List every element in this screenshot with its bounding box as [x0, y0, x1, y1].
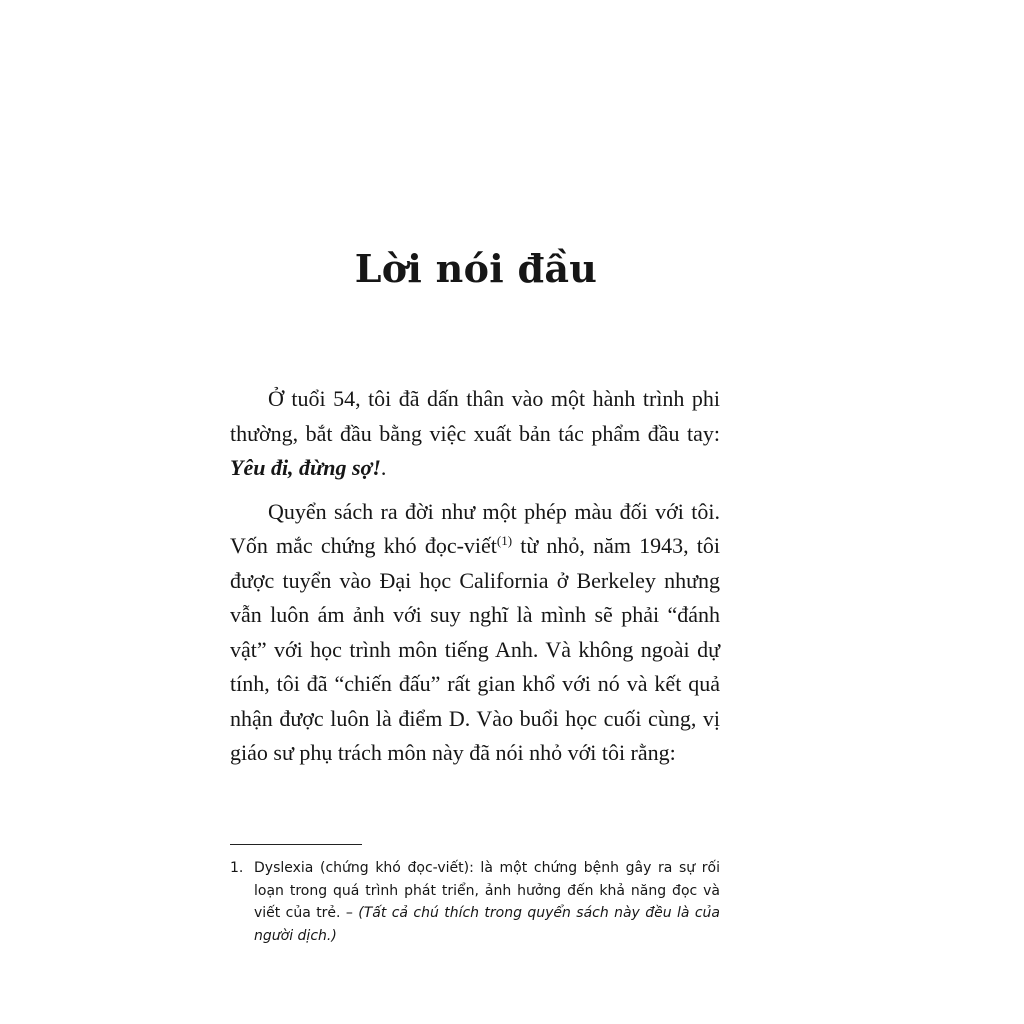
- book-title-emphasis: Yêu đi, đừng sợ!: [230, 455, 381, 480]
- footnote-translator-note: (Tất cả chú thích trong quyển sách này đều là của người dịch.): [254, 905, 720, 944]
- paragraph-1-end: .: [380, 455, 387, 480]
- footnote-divider: [230, 844, 362, 845]
- footnote-marker: 1.: [230, 860, 244, 876]
- body-text: [230, 382, 720, 771]
- footnote: [230, 857, 720, 947]
- footnote-body: [254, 857, 720, 947]
- paragraph-2-rest: từ nhỏ, năm 1943, tôi được tuyển vào Đại học California ở Berkeley nhưng vẫn luôn ám ảnh với suy nghĩ là mình sẽ phải “đánh vật” với học trình môn tiếng Anh. Và không ngoài dự tính, tôi đã “chiến đấu” rất gian khổ với nó và kết quả nhận được luôn là điểm D. Vào buổi học cuối cùng, vị giáo sư phụ trách môn này đã nói nhỏ với tôi rằng:: [230, 533, 720, 765]
- paragraph-2: [230, 495, 720, 771]
- paragraph-1: [230, 382, 720, 486]
- chapter-title: Lời nói đầu: [354, 246, 598, 291]
- paragraph-2-lead: Quyển sách ra đời như một phép màu đối với tôi. Vốn mắc chứng khó đọc-viết: [230, 498, 720, 558]
- paragraph-1-lead: Ở tuổi 54, tôi đã dấn thân vào một hành trình phi thường, bắt đầu bằng việc xuất bản tác phẩm đầu tay:: [230, 386, 720, 446]
- footnote-reference: (1): [496, 533, 513, 548]
- footnote-text: Dyslexia (chứng khó đọc-viết): là một chứng bệnh gây ra sự rối loạn trong quá trình phát triển, ảnh hưởng đến khả năng đọc và viết của trẻ. –: [254, 860, 720, 921]
